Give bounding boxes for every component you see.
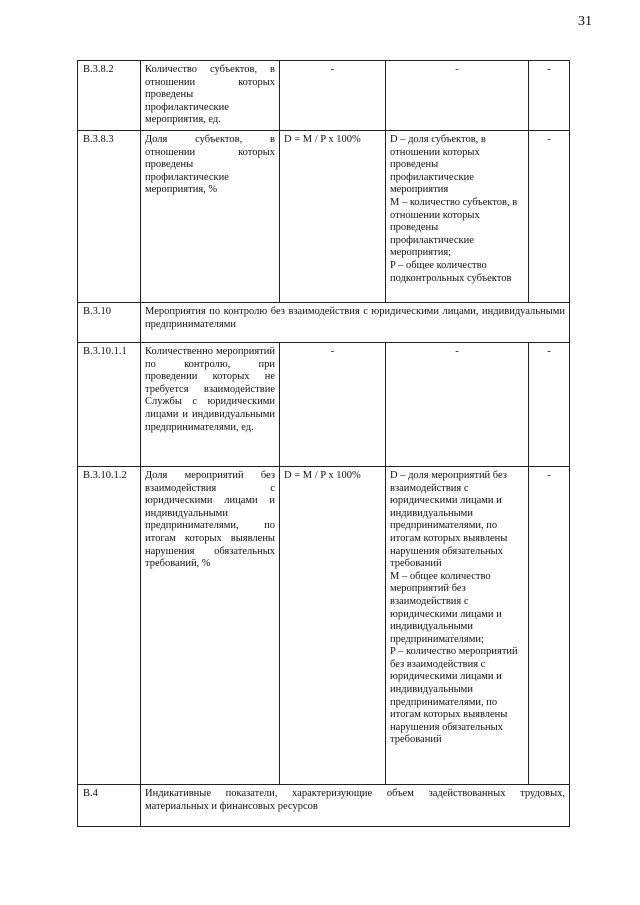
- row-note: -: [529, 342, 570, 466]
- section-row: [78, 784, 570, 826]
- row-description: D – доля мероприятий без взаимодействия с юридическими лицами и индивидуальными предпринимателями, по итогам которых выявлены нарушения обязательных требований M – общее количество мероприятий без взаимодействия с юридическими лицами и индивидуальными предпринимателями; P – количество мероприятий без взаимодействия с юридическими лицами и индивидуальными предпринимателями, по итогам которых выявлены нарушения обязательных требований: [386, 466, 529, 784]
- row-note: -: [529, 130, 570, 302]
- row-description: -: [386, 61, 529, 131]
- indicators-table: [77, 60, 570, 827]
- section-code: В.3.10: [78, 302, 141, 342]
- row-description: -: [386, 342, 529, 466]
- table-row: [78, 130, 570, 302]
- row-note: -: [529, 466, 570, 784]
- table-row: [78, 61, 570, 131]
- row-code: В.3.10.1.1: [78, 342, 141, 466]
- row-name: Количество субъектов, в отношении которых проведены профилактические мероприятия, ед.: [141, 61, 280, 131]
- section-title: Мероприятия по контролю без взаимодействия с юридическими лицами, индивидуальными предпринимателями: [141, 302, 570, 342]
- row-formula: D = M / P x 100%: [280, 130, 386, 302]
- row-description: D – доля субъектов, в отношении которых проведены профилактические мероприятия M – количество субъектов, в отношении которых проведены профилактические мероприятия; P – общее количество подконтрольных субъектов: [386, 130, 529, 302]
- table-row: [78, 342, 570, 466]
- row-formula: D = M / P x 100%: [280, 466, 386, 784]
- row-code: В.3.10.1.2: [78, 466, 141, 784]
- row-name: Доля субъектов, в отношении которых проведены профилактические мероприятия, %: [141, 130, 280, 302]
- row-name: Доля мероприятий без взаимодействия с юридическими лицами и индивидуальными предпринимателями, по итогам которых выявлены нарушения обязательных требований, %: [141, 466, 280, 784]
- row-code: В.3.8.2: [78, 61, 141, 131]
- section-row: [78, 302, 570, 342]
- row-note: -: [529, 61, 570, 131]
- table-row: [78, 466, 570, 784]
- section-title: Индикативные показатели, характеризующие объем задействованных трудовых, материальных и финансовых ресурсов: [141, 784, 570, 826]
- row-code: В.3.8.3: [78, 130, 141, 302]
- section-code: В.4: [78, 784, 141, 826]
- page-number: 31: [578, 14, 592, 29]
- row-formula: -: [280, 342, 386, 466]
- row-formula: -: [280, 61, 386, 131]
- row-name: Количественно мероприятий по контролю, при проведении которых не требуется взаимодействие Службы с юридическими лицами и индивидуальными предпринимателями, ед.: [141, 342, 280, 466]
